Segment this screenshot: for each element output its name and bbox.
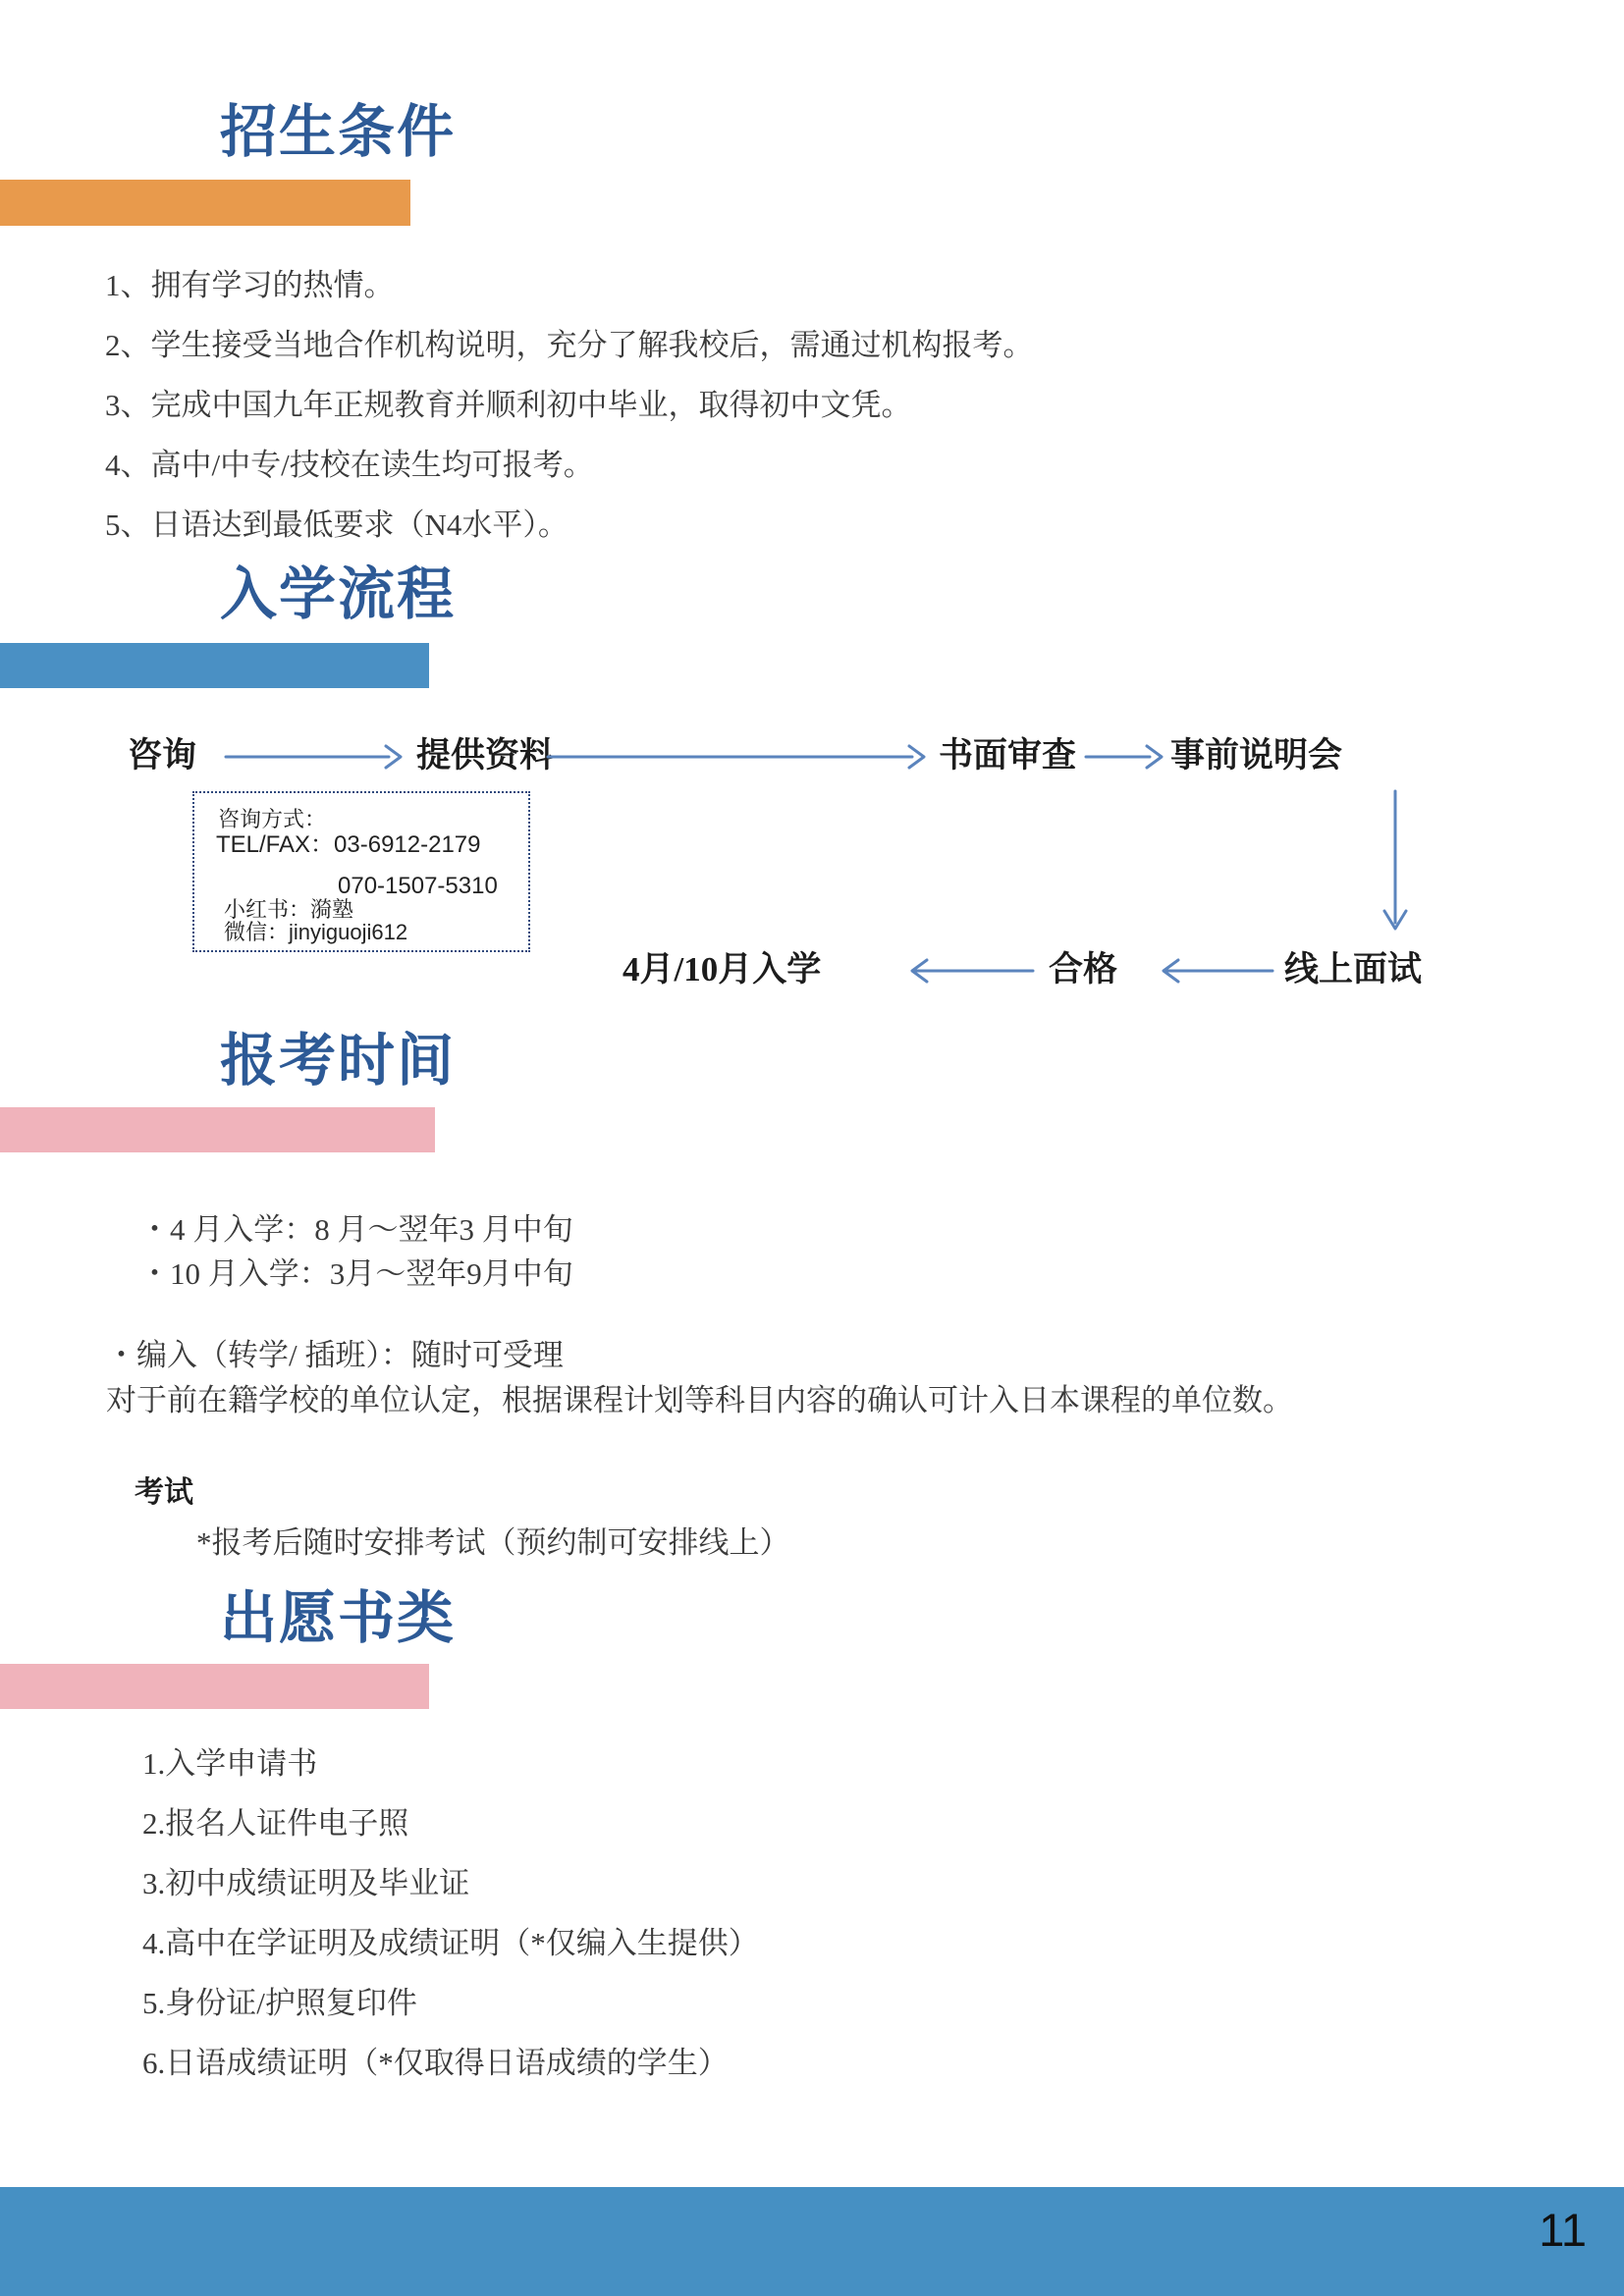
- pink-accent-bar-documents: [0, 1664, 429, 1709]
- transfer-line: ・编入（转学/ 插班）：随时可受理: [106, 1338, 564, 1372]
- contact-box: [192, 791, 530, 952]
- section-title-documents: 出愿书类: [219, 1586, 456, 1650]
- page-number: 11: [1539, 2204, 1587, 2256]
- arrow-right-icon: [224, 742, 406, 772]
- document-item: 3.初中成绩证明及毕业证: [142, 1866, 470, 1900]
- contact-method-label: 咨询方式：: [218, 807, 327, 831]
- flow-step-consult: 咨询: [128, 736, 197, 774]
- document-item: 6.日语成绩证明（*仅取得日语成绩的学生）: [142, 2046, 729, 2080]
- requirement-item: 1、拥有学习的热情。: [105, 268, 395, 302]
- footer-bar: [0, 2187, 1624, 2296]
- contact-tel-fax: TEL/FAX：03-6912-2179: [216, 831, 481, 858]
- orange-accent-bar: [0, 180, 410, 226]
- requirement-item: 4、高中/中专/技校在读生均可报考。: [105, 448, 594, 482]
- requirement-item: 5、日语达到最低要求（N4水平）。: [105, 507, 568, 542]
- contact-wechat: 微信：jinyiguoji612: [224, 920, 408, 944]
- flow-step-interview: 线上面试: [1284, 950, 1423, 988]
- exam-label: 考试: [135, 1476, 193, 1509]
- arrow-left-icon: [1159, 956, 1274, 986]
- arrow-right-icon: [546, 742, 929, 772]
- documents-list: [142, 1734, 759, 2093]
- arrow-left-icon: [907, 956, 1035, 986]
- contact-xiaohongshu: 小红书：漪塾: [224, 897, 354, 922]
- blue-accent-bar: [0, 643, 429, 688]
- intake-item: ・4 月入学：8 月～翌年3 月中旬: [139, 1212, 573, 1247]
- requirement-item: 3、完成中国九年正规教育并顺利初中毕业，取得初中文凭。: [105, 388, 912, 422]
- pink-accent-bar-schedule: [0, 1107, 435, 1152]
- contact-phone-2: 070-1507-5310: [338, 873, 498, 899]
- arrow-right-icon: [1084, 742, 1166, 772]
- transfer-line: 对于前在籍学校的单位认定，根据课程计划等科目内容的确认可计入日本课程的单位数。: [106, 1383, 1293, 1417]
- requirement-item: 2、学生接受当地合作机构说明，充分了解我校后，需通过机构报考。: [105, 328, 1034, 362]
- flow-step-pass: 合格: [1049, 950, 1118, 988]
- requirements-list: [105, 255, 1034, 555]
- intake-item: ・10 月入学：3月～翌年9月中旬: [139, 1256, 573, 1291]
- document-item: 1.入学申请书: [142, 1746, 318, 1781]
- intake-list: [139, 1207, 573, 1296]
- arrow-down-icon: [1380, 789, 1410, 940]
- flow-step-materials: 提供资料: [416, 736, 555, 774]
- exam-note: *报考后随时安排考试（预约制可安排线上）: [196, 1525, 790, 1560]
- flow-step-enroll: 4月/10月入学: [623, 950, 822, 988]
- transfer-note: [106, 1333, 1293, 1423]
- document-item: 4.高中在学证明及成绩证明（*仅编入生提供）: [142, 1926, 759, 1960]
- section-title-schedule: 报考时间: [219, 1029, 456, 1093]
- section-title-process: 入学流程: [219, 562, 456, 626]
- document-item: 5.身份证/护照复印件: [142, 1986, 417, 2020]
- flow-step-briefing: 事前说明会: [1170, 736, 1343, 774]
- section-title-requirements: 招生条件: [219, 100, 456, 164]
- flow-step-review: 书面审查: [939, 736, 1077, 774]
- document-item: 2.报名人证件电子照: [142, 1806, 409, 1841]
